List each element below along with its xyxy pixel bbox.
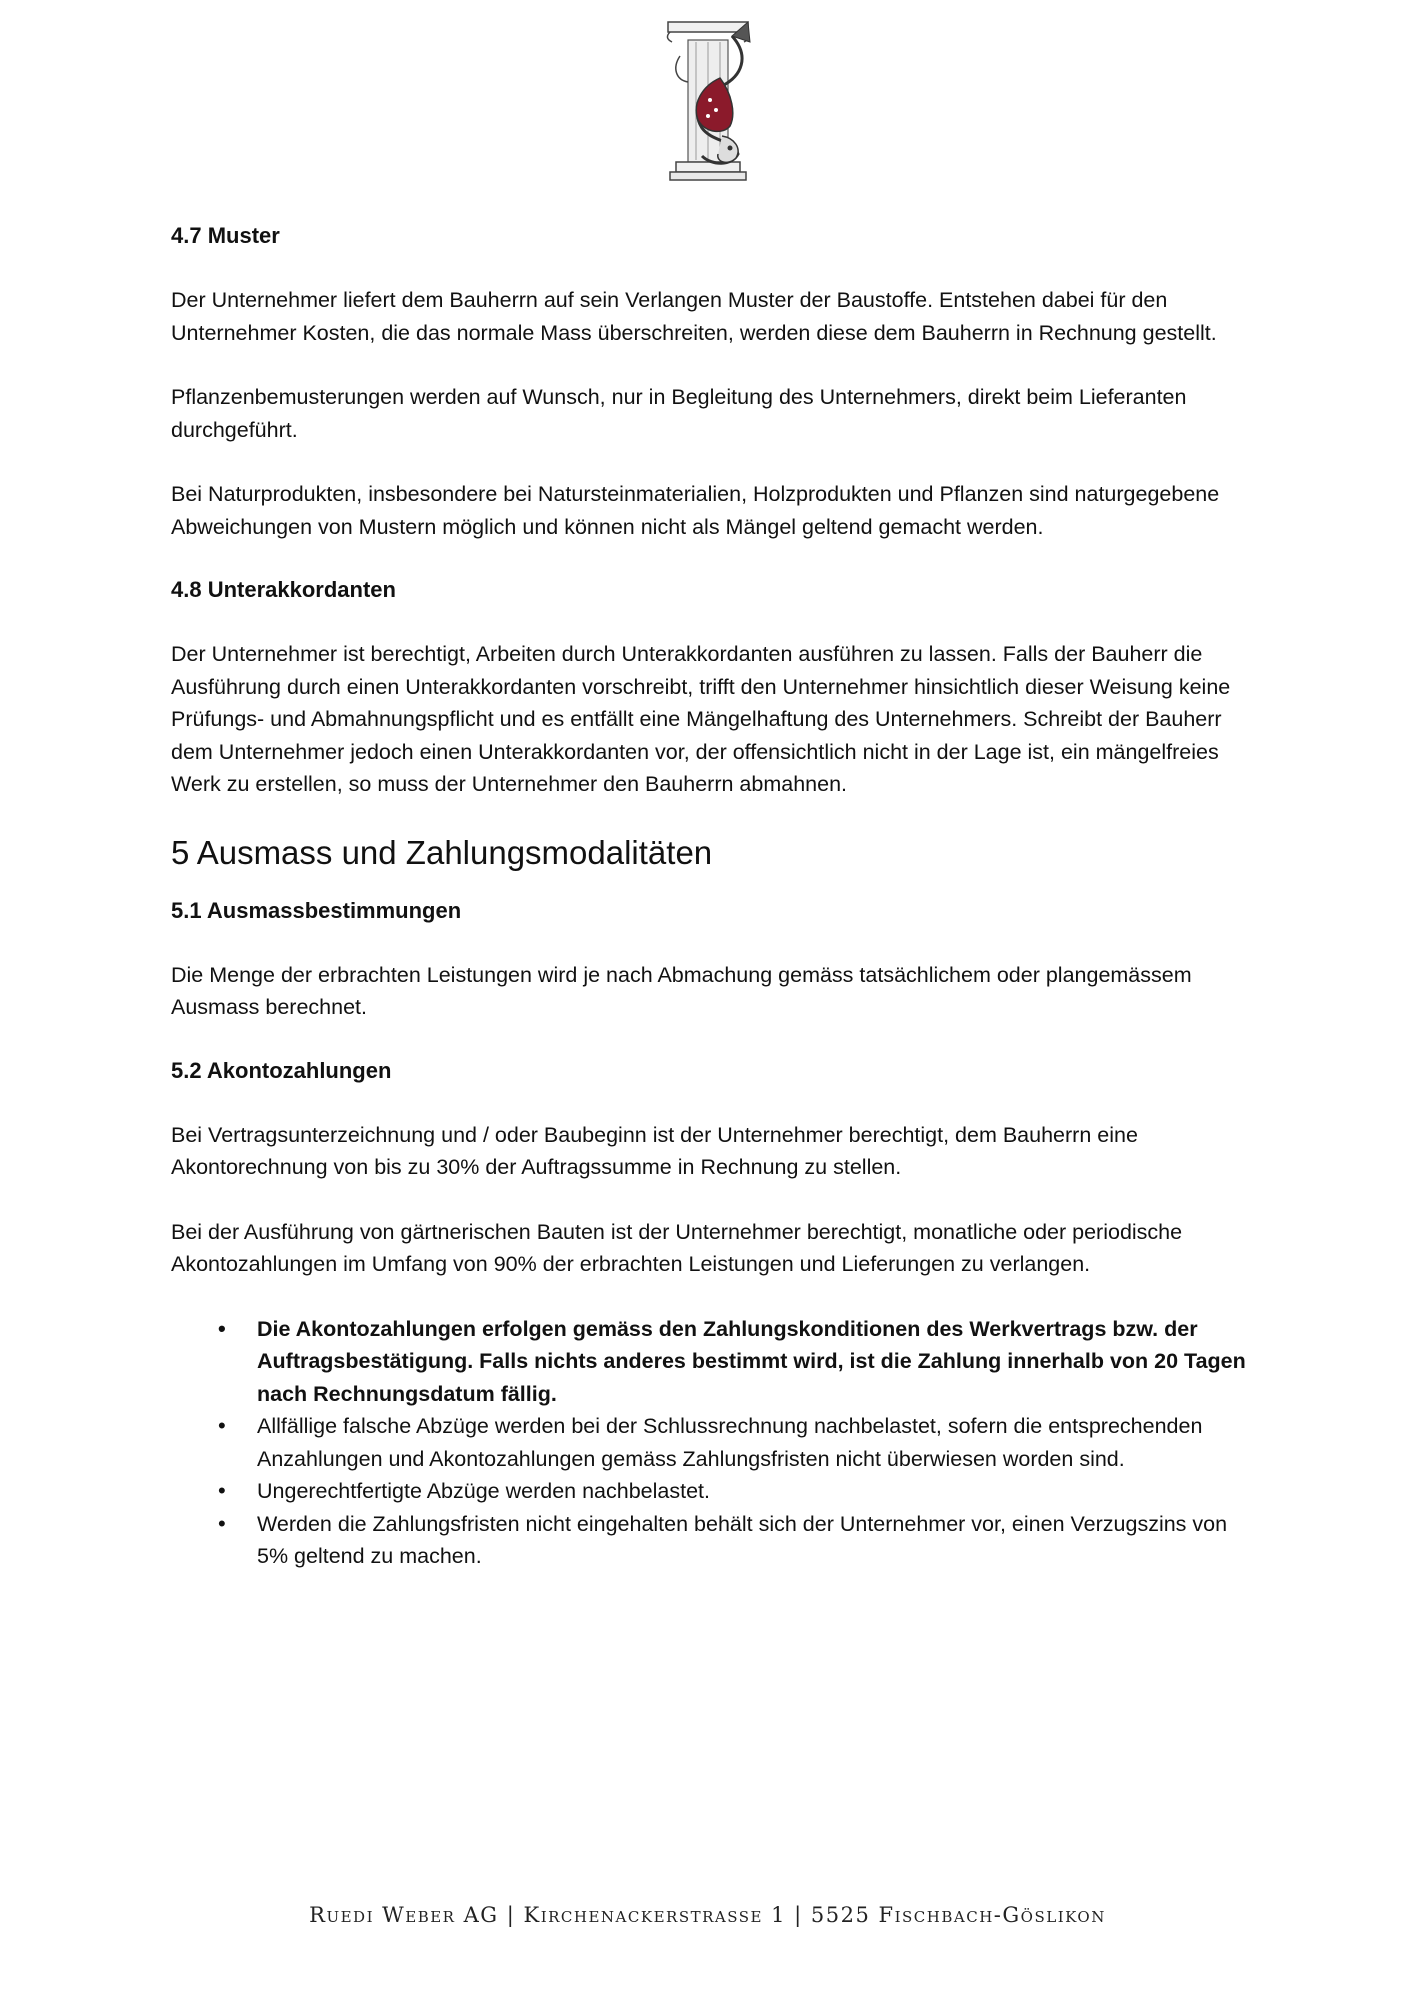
section-heading-5-2: 5.2 Akontozahlungen — [171, 1057, 392, 1083]
paragraph: Pflanzenbemusterungen werden auf Wunsch, nur in Begleitung des Unternehmers, direkt beim Lieferanten durchgeführt. — [171, 385, 1187, 442]
section-heading-4-8: 4.8 Unterakkordanten — [171, 577, 396, 602]
list-item-text: Werden die Zahlungsfristen nicht eingehalten behält sich der Unternehmer vor, einen Verzugszins von 5% geltend zu machen. — [257, 1511, 1228, 1568]
list-item — [171, 1313, 1261, 1411]
list-item — [171, 1410, 1261, 1475]
list-item-text: Die Akontozahlungen erfolgen gemäss den Zahlungskonditionen des Werkvertrags bzw. der Auftragsbestätigung. Falls nichts anderes bestimmt wird, ist die Zahlung innerhalb von 20 Tagen nach Rechnungsdatum fällig. — [257, 1316, 1246, 1406]
bullet-icon: • — [218, 1413, 226, 1438]
chapter-heading-5: 5 Ausmass und Zahlungsmodalitäten — [171, 833, 713, 871]
document-body — [171, 220, 1261, 1573]
paragraph: Bei Naturprodukten, insbesondere bei Natursteinmaterialien, Holzprodukten und Pflanzen sind naturgegebene Abweichungen von Mustern möglich und können nicht als Mängel geltend gemacht werden. — [171, 482, 1220, 539]
list-item — [171, 1508, 1261, 1573]
page-footer: Ruedi Weber AG | Kirchenackerstrasse 1 | 5525 Fischbach-Göslikon — [309, 1903, 1106, 1927]
bullet-list — [171, 1313, 1261, 1573]
bullet-icon: • — [218, 1315, 226, 1341]
paragraph: Der Unternehmer ist berechtigt, Arbeiten durch Unterakkordanten ausführen zu lassen. Falls der Bauherr die Ausführung durch einen Unterakkordanten vorschreibt, trifft den Unternehmer hinsichtlich dieser Weisung keine Prüfungs- und Abmahnungspflicht und es entfällt eine Mängelhaftung des Unternehmers. Schreibt der Bauherr dem Unternehmer jedoch einen Unterakkordanten vor, der offensichtlich nicht in der Lage ist, ein mängelfreies Werk zu erstellen, so muss der Unternehmer den Bauherrn abmahnen. — [171, 642, 1231, 796]
list-item-text: Allfällige falsche Abzüge werden bei der Schlussrechnung nachbelastet, sofern die entsprechenden Anzahlungen und Akontozahlungen gemäss Zahlungsfristen nicht überwiesen worden sind. — [257, 1414, 1203, 1471]
list-item — [171, 1475, 1261, 1508]
section-heading-4-7: 4.7 Muster — [171, 223, 280, 248]
list-item-text: Ungerechtfertigte Abzüge werden nachbelastet. — [257, 1479, 710, 1503]
paragraph: Der Unternehmer liefert dem Bauherrn auf sein Verlangen Muster der Baustoffe. Entstehen dabei für den Unternehmer Kosten, die das normale Mass überschreiten, werden diese dem Bauherrn in Rechnung gestellt. — [171, 288, 1217, 345]
bullet-icon: • — [218, 1478, 226, 1503]
section-heading-5-1: 5.1 Ausmassbestimmungen — [171, 897, 462, 923]
column-koi-logo-icon — [662, 16, 754, 184]
paragraph: Die Menge der erbrachten Leistungen wird je nach Abmachung gemäss tatsächlichem oder plangemässem Ausmass berechnet. — [171, 962, 1192, 1019]
paragraph: Bei Vertragsunterzeichnung und / oder Baubeginn ist der Unternehmer berechtigt, dem Bauherrn eine Akontorechnung von bis zu 30% der Auftragssumme in Rechnung zu stellen. — [171, 1122, 1138, 1179]
bullet-icon: • — [218, 1510, 226, 1536]
paragraph: Bei der Ausführung von gärtnerischen Bauten ist der Unternehmer berechtigt, monatliche oder periodische Akontozahlungen im Umfang von 90% der erbrachten Leistungen und Lieferungen zu verlangen. — [171, 1219, 1183, 1276]
